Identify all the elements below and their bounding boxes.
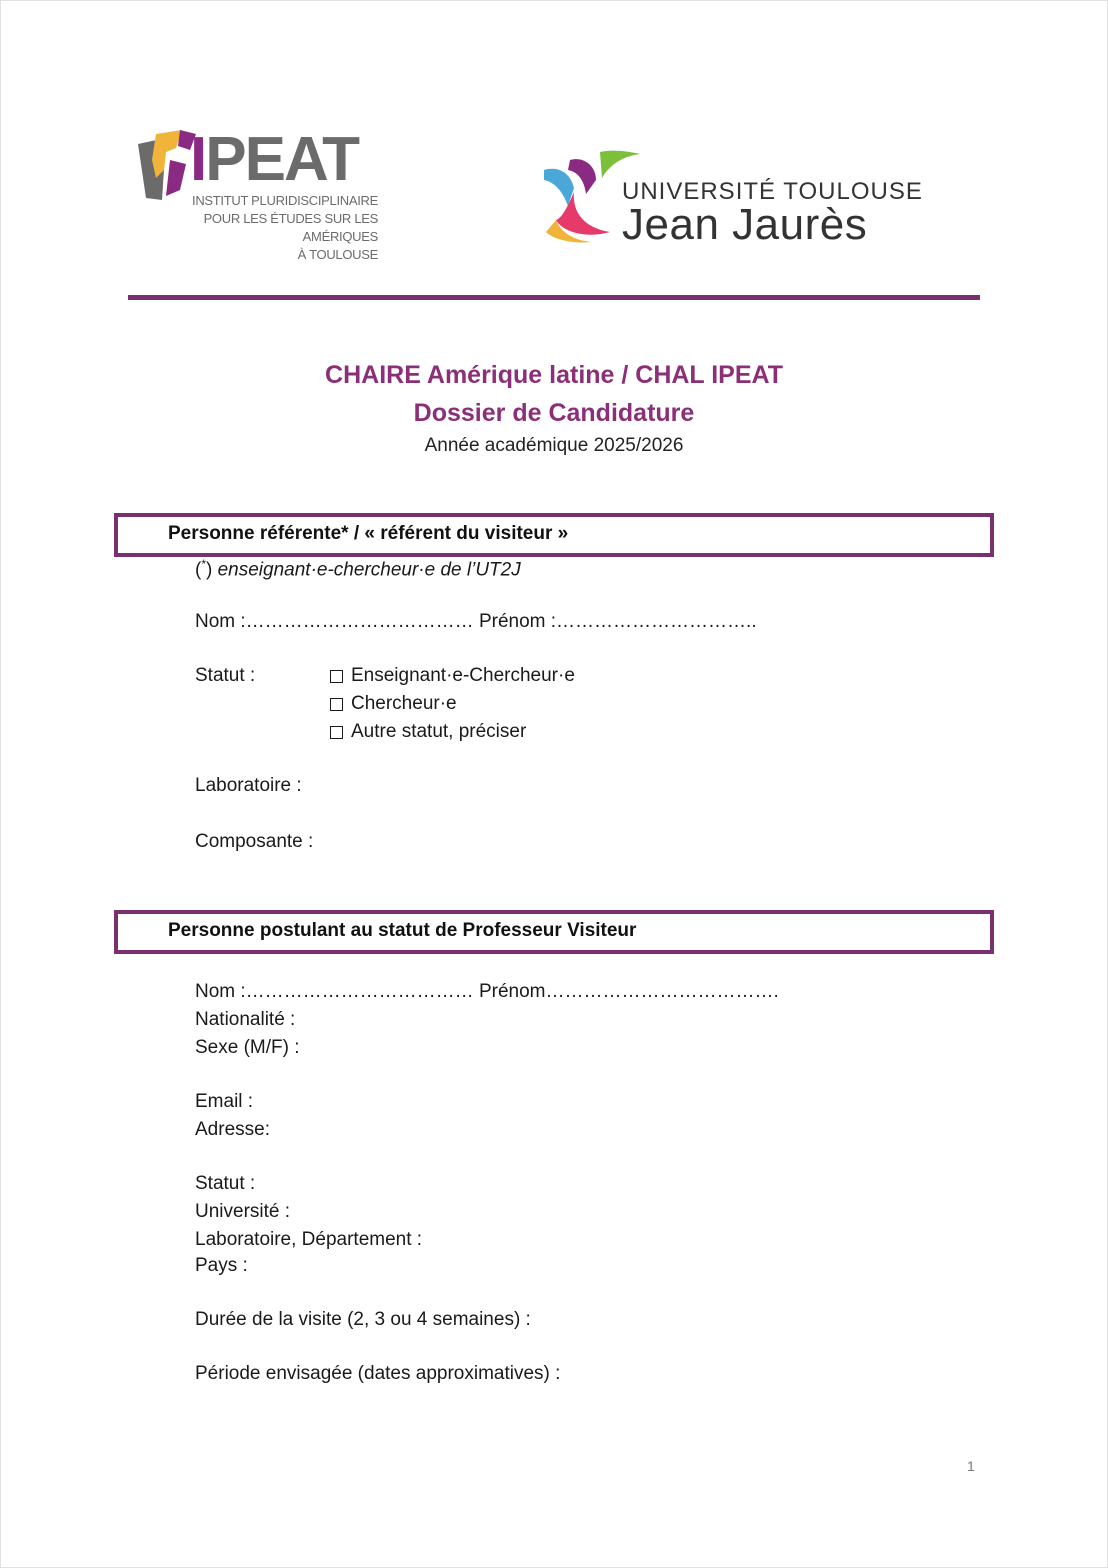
section-visitor-title: Personne postulant au statut de Professeur Visiteur [168, 920, 637, 941]
referent-composante-field[interactable]: Composante : [195, 831, 314, 852]
visitor-statut-field[interactable]: Statut : [195, 1173, 256, 1194]
header-divider [128, 295, 980, 300]
checkbox-icon[interactable] [330, 726, 343, 739]
section-visitor-header [114, 910, 994, 954]
americas-map-emblem-icon [136, 130, 196, 200]
statut-option-autre[interactable]: Autre statut, préciser [330, 721, 526, 743]
visitor-periode-field[interactable]: Période envisagée (dates approximatives) : [195, 1363, 561, 1384]
checkbox-icon[interactable] [330, 698, 343, 711]
visitor-universite-field[interactable]: Université : [195, 1201, 291, 1222]
ut2j-line-1: UNIVERSITÉ TOULOUSE [622, 178, 923, 205]
referent-laboratoire-field[interactable]: Laboratoire : [195, 775, 302, 796]
section-referent-title: Personne référente* / « référent du visiteur » [168, 523, 569, 544]
academic-year: Année académique 2025/2026 [424, 435, 684, 456]
visitor-laboratoire-field[interactable]: Laboratoire, Département : [195, 1229, 423, 1250]
visitor-pays-field[interactable]: Pays : [195, 1255, 248, 1276]
checkbox-icon[interactable] [330, 670, 343, 683]
main-title: CHAIRE Amérique latine / CHAL IPEAT [325, 361, 783, 389]
statut-option-enseignant[interactable]: Enseignant·e-Chercheur·e [330, 665, 575, 687]
referent-name-line[interactable]: Nom :……………………………… Prénom :………………………….. [195, 611, 757, 632]
visitor-duree-field[interactable]: Durée de la visite (2, 3 ou 4 semaines) : [195, 1309, 531, 1330]
title-block [0, 356, 1108, 460]
visitor-sexe-field[interactable]: Sexe (M/F) : [195, 1037, 300, 1058]
ipeat-subtitle: INSTITUT PLURIDISCIPLINAIRE POUR LES ÉTUDES SUR LES AMÉRIQUES À TOULOUSE [192, 193, 378, 262]
visitor-email-field[interactable]: Email : [195, 1091, 254, 1112]
ipeat-logo [136, 125, 386, 262]
ut2j-line-2: Jean Jaurès [622, 200, 868, 249]
referent-note: (*) enseignant·e-chercheur·e de l’UT2J [195, 557, 521, 581]
visitor-nationalite-field[interactable]: Nationalité : [195, 1009, 296, 1030]
visitor-adresse-field[interactable]: Adresse: [195, 1119, 270, 1140]
sub-title: Dossier de Candidature [413, 399, 695, 427]
visitor-name-line[interactable]: Nom :……………………………… Prénom………………………………. [195, 981, 779, 1002]
ipeat-wordmark: IPEAT [190, 125, 358, 194]
referent-statut-label: Statut : [195, 665, 256, 686]
ut2j-logo [540, 148, 940, 248]
section-referent-header [114, 513, 994, 557]
statut-option-chercheur[interactable]: Chercheur·e [330, 693, 457, 715]
page-number: 1 [967, 1458, 975, 1474]
